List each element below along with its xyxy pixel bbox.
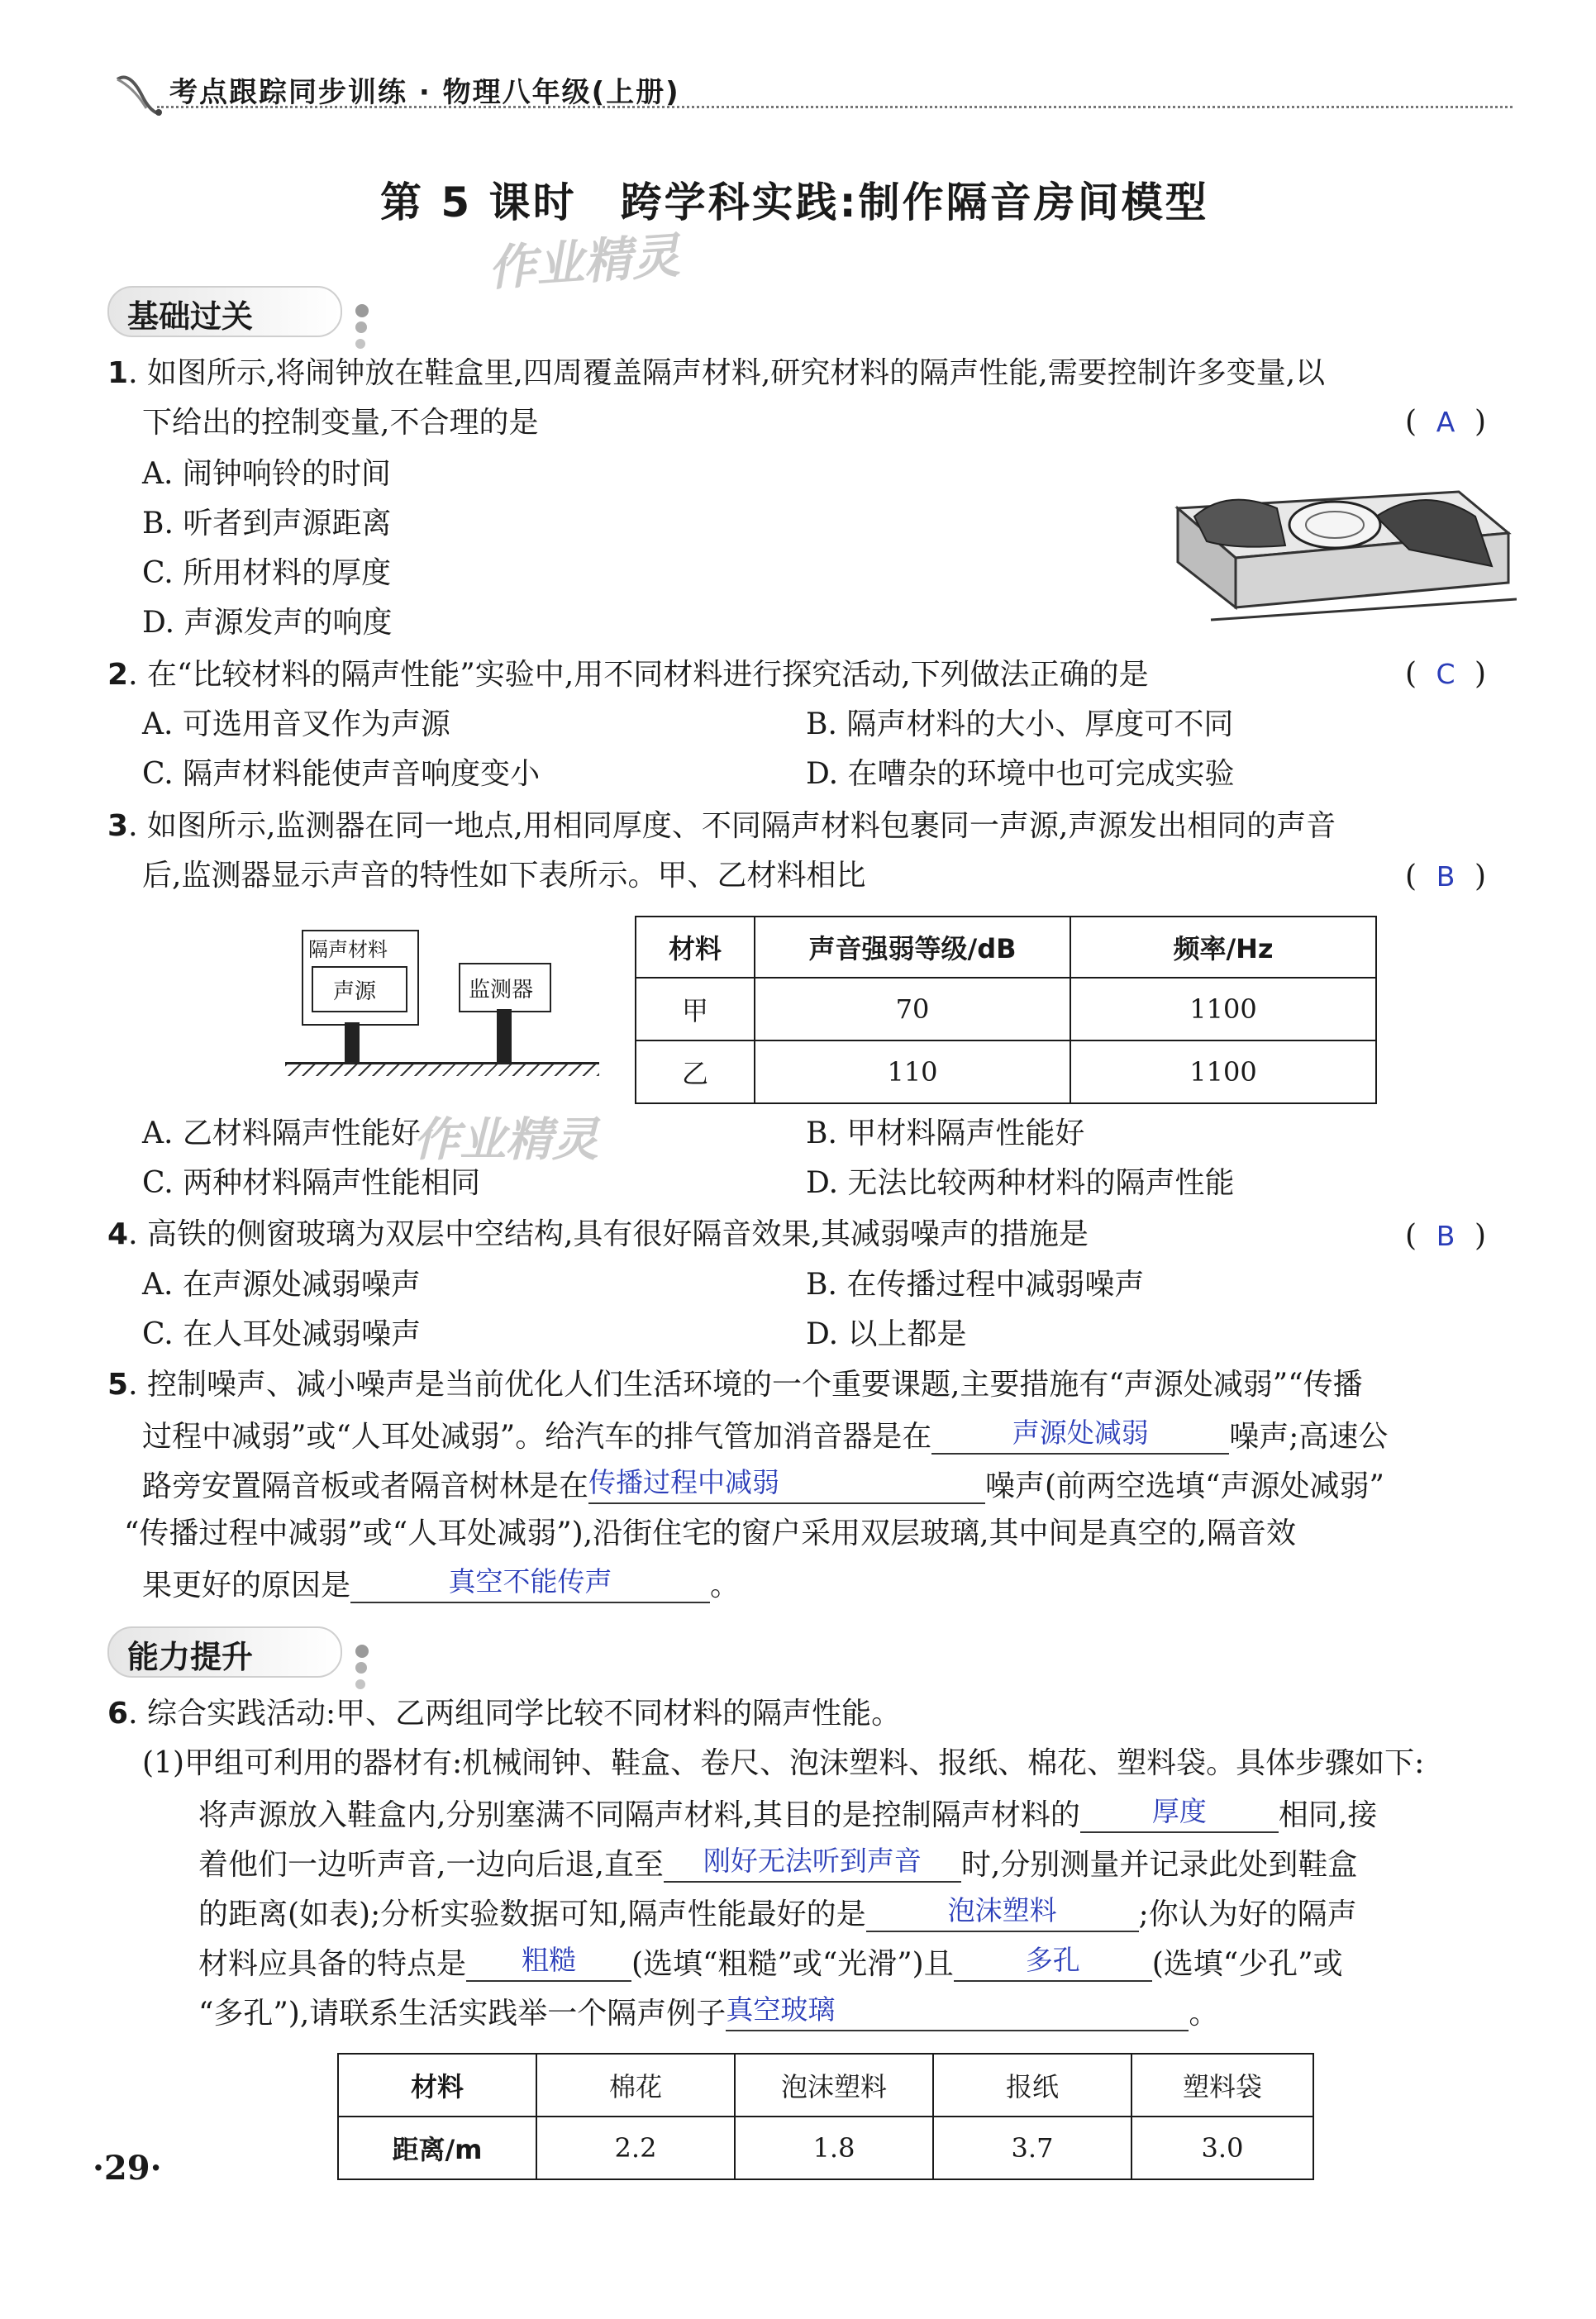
q3-figure [285,930,599,1079]
q4-number: 4 [107,1217,129,1251]
q4-answer: B [1436,1220,1455,1252]
q5-number: 5 [107,1368,129,1402]
q6-number: 6 [107,1697,129,1731]
q4-line1 [107,1217,1089,1252]
watermark-mid: 作业精灵 [413,1113,598,1167]
q3-option-a: A. 乙材料隔声性能好 [142,1117,421,1150]
q3-line2: 后,监测器显示声音的特性如下表所示。甲、乙材料相比 [142,859,866,893]
q6-text5a: 材料应具备的特点是 [198,1946,467,1981]
q1-option-c: C. 所用材料的厚度 [142,556,392,590]
q6-cell: 3.7 [933,2117,1131,2179]
header-text: 考点跟踪同步训练 · 物理八年级(上册) [169,76,680,109]
q5-line5 [142,1565,740,1603]
q3-line1 [107,808,1336,844]
q6-blank6: 真空玻璃 [726,1993,1189,2031]
q6-text5b: (选填“粗糙”或“光滑”)且 [631,1946,954,1981]
q6-blank3: 泡沫塑料 [866,1894,1139,1932]
watermark-top: 作业精灵 [486,226,682,297]
q3-th-level: 声音强弱等级/dB [755,917,1070,978]
q3-cell: 乙 [636,1040,755,1103]
q3-table [635,916,1377,1104]
header [91,64,1513,114]
q5-blank1: 声源处减弱 [931,1417,1229,1455]
monitor-stand [497,1009,512,1062]
monitor-label: 监测器 [469,978,534,1002]
q6-blank4: 粗糙 [466,1944,631,1982]
q2-option-a: A. 可选用音叉作为声源 [142,707,450,741]
q4-option-a: A. 在声源处减弱噪声 [142,1268,421,1302]
section-basic-label: 基础过关 [127,298,254,335]
section-basic [107,286,355,337]
page-title: 第 5 课时 跨学科实践:制作隔音房间模型 [380,179,1209,226]
q6-blank5: 多孔 [954,1944,1152,1982]
q3-cell: 甲 [636,978,755,1040]
q3-th-material: 材料 [636,917,755,978]
q2-text1: . 在“比较材料的隔声性能”实验中,用不同材料进行探究活动,下列做法正确的是 [128,658,1149,692]
q6-th: 棉花 [536,2054,735,2117]
q6-text2a: 将声源放入鞋盒内,分别塞满不同隔声材料,其目的是控制隔声材料的 [198,1798,1080,1832]
q2-option-d: D. 在嘈杂的环境中也可完成实验 [806,757,1235,791]
q6-blank2: 刚好无法听到声音 [664,1845,961,1883]
q1-line1 [107,355,1325,391]
q5-line2 [142,1417,1388,1455]
q6-text4a: 的距离(如表);分析实验数据可知,隔声性能最好的是 [198,1897,866,1931]
q6-text6b: 。 [1189,1996,1219,2031]
q6-p6 [198,1993,1218,2031]
q3-answer: B [1436,860,1455,893]
q1-option-a: A. 闹钟响铃的时间 [142,457,391,491]
q3-cell: 1100 [1070,978,1376,1040]
q6-th: 塑料袋 [1131,2054,1313,2117]
source-stand [345,1022,360,1062]
q1-option-d: D. 声源发声的响度 [142,606,393,640]
q1-text1: . 如图所示,将闹钟放在鞋盒里,四周覆盖隔声材料,研究材料的隔声性能,需要控制许多变量,以 [128,356,1326,390]
q1-answer-paren: ( A ) [1405,405,1487,439]
q6-cell: 2.2 [536,2117,735,2179]
material-label: 隔声材料 [308,938,388,961]
q5-text3a: 路旁安置隔音板或者隔音树林是在 [142,1469,589,1503]
q6-p3 [198,1845,1357,1883]
shoebox-figure [1161,483,1517,632]
q6-p4 [198,1894,1357,1932]
q6-text2b: 相同,接 [1278,1798,1378,1832]
section-ability-label: 能力提升 [127,1639,254,1675]
q3-text1: . 如图所示,监测器在同一地点,用相同厚度、不同隔声材料包裹同一声源,声源发出相同的声音 [128,809,1336,843]
q5-blank2: 传播过程中减弱 [588,1466,985,1504]
q1-line2: 下给出的控制变量,不合理的是 [142,406,539,440]
q2-number: 2 [107,658,129,692]
q5-text2b: 噪声;高速公 [1229,1419,1389,1454]
q6-text3a: 着他们一边听声音,一边向后退,直至 [198,1847,664,1882]
q1-option-b: B. 听者到声源距离 [142,507,392,540]
q6-p1: (1)甲组可利用的器材有:机械闹钟、鞋盒、卷尺、泡沫塑料、报纸、棉花、塑料袋。具体步骤如下: [142,1746,1425,1780]
q6-th: 泡沫塑料 [735,2054,933,2117]
section-dots [355,1645,377,1693]
header-rule [157,106,1513,108]
q6-th-material: 材料 [338,2054,536,2117]
q3-option-c: C. 两种材料隔声性能相同 [142,1166,481,1200]
q3-number: 3 [107,809,129,843]
q6-cell: 3.0 [1131,2117,1313,2179]
q6-th: 报纸 [933,2054,1131,2117]
q6-text4b: ;你认为好的隔声 [1138,1897,1357,1931]
q6-table [337,2053,1314,2180]
q5-line1 [107,1367,1363,1402]
q3-option-d: D. 无法比较两种材料的隔声性能 [806,1166,1235,1200]
q2-line1 [107,657,1149,693]
q5-blank3: 真空不能传声 [350,1565,710,1603]
q5-text5a: 果更好的原因是 [142,1568,351,1602]
q2-option-c: C. 隔声材料能使声音响度变小 [142,757,541,791]
q2-answer: C [1436,658,1455,690]
q5-line3 [142,1466,1384,1504]
ground-hatch [285,1064,599,1076]
q4-option-b: B. 在传播过程中减弱噪声 [806,1268,1145,1302]
q2-option-b: B. 隔声材料的大小、厚度可不同 [806,707,1234,741]
page-number: ·29· [93,2149,162,2188]
q3-th-frequency: 频率/Hz [1070,917,1376,978]
q3-answer-paren: ( B ) [1405,860,1487,893]
q6-p5 [198,1944,1343,1982]
q3-cell: 1100 [1070,1040,1376,1103]
q3-cell: 110 [755,1040,1070,1103]
feather-icon [109,63,167,121]
q3-cell: 70 [755,978,1070,1040]
section-ability [107,1626,355,1678]
q4-option-c: C. 在人耳处减弱噪声 [142,1317,422,1351]
q6-p2 [198,1795,1377,1833]
q5-text1: . 控制噪声、减小噪声是当前优化人们生活环境的一个重要课题,主要措施有“声源处减弱”“传播 [128,1368,1363,1402]
q5-text3b: 噪声(前两空选填“声源处减弱” [985,1469,1384,1503]
q4-text1: . 高铁的侧窗玻璃为双层中空结构,具有很好隔音效果,其减弱噪声的措施是 [128,1217,1089,1251]
q5-text5b: 。 [710,1568,741,1602]
q6-text1: . 综合实践活动:甲、乙两组同学比较不同材料的隔声性能。 [128,1697,902,1731]
q6-text3b: 时,分别测量并记录此处到鞋盒 [960,1847,1358,1882]
q6-row-label: 距离/m [338,2117,536,2179]
q4-option-d: D. 以上都是 [806,1317,967,1351]
q6-line1 [107,1696,901,1731]
section-dots [355,304,377,352]
q3-option-b: B. 甲材料隔声性能好 [806,1117,1085,1150]
q5-text2a: 过程中减弱”或“人耳处减弱”。给汽车的排气管加消音器是在 [142,1419,932,1454]
source-label: 声源 [333,979,377,1004]
q1-number: 1 [107,356,129,390]
q5-line4: “传播过程中减弱”或“人耳处减弱”),沿街住宅的窗户采用双层玻璃,其中间是真空的,隔音效 [124,1517,1296,1550]
q2-answer-paren: ( C ) [1405,657,1487,691]
q6-cell: 1.8 [735,2117,933,2179]
q4-answer-paren: ( B ) [1405,1219,1487,1253]
q6-text6a: “多孔”),请联系生活实践举一个隔声例子 [198,1996,727,2031]
q6-blank1: 厚度 [1080,1795,1279,1833]
q6-text5c: (选填“少孔”或 [1151,1946,1343,1981]
q1-answer: A [1436,406,1455,438]
